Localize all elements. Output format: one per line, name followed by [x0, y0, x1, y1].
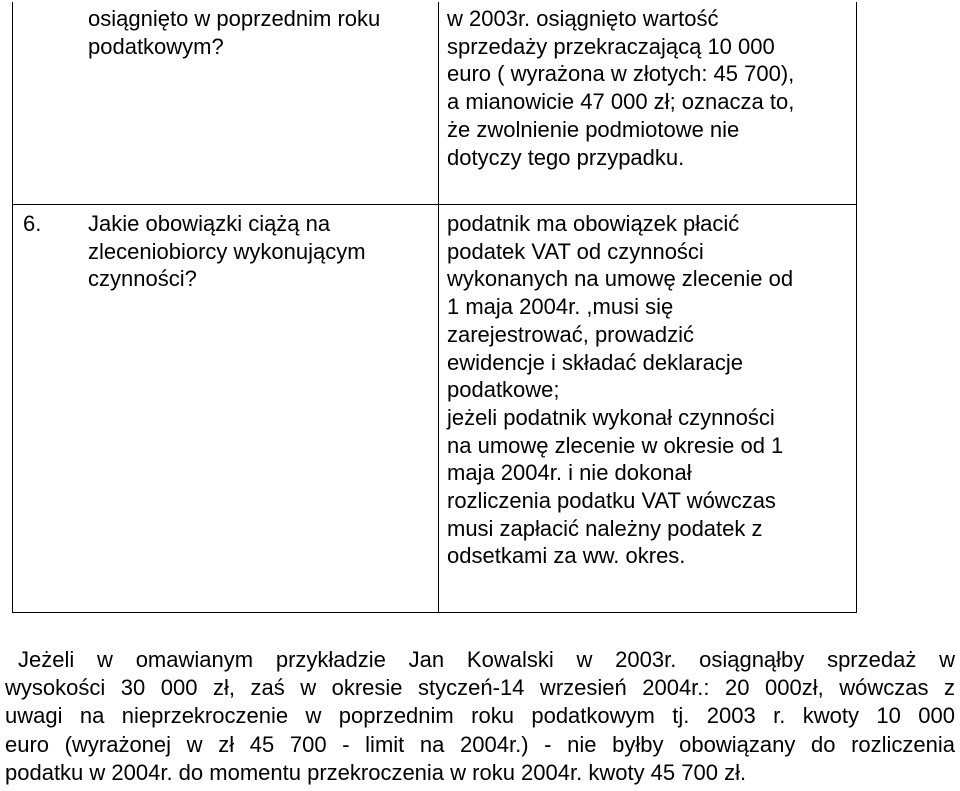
row-divider	[13, 204, 856, 205]
row2-answer-line: zarejestrować, prowadzić	[447, 321, 694, 347]
paragraph-line: euro (wyrażonej w zł 45 700 - limit na 2004r.) - nie byłby obowiązany do rozliczenia	[5, 731, 955, 757]
row1-answer-line: że zwolnienie podmiotowe nie	[447, 116, 740, 142]
paragraph-line: wysokości 30 000 zł, zaś w okresie styczeń-14 wrzesień 2004r.: 20 000zł, wówczas z	[5, 675, 955, 701]
row2-answer-line: musi zapłacić należny podatek z	[447, 515, 763, 541]
row2-answer	[447, 210, 793, 570]
row2-answer-line: maja 2004r. i nie dokonał	[447, 460, 692, 486]
row2-answer-line: podatnik ma obowiązek płacić	[447, 211, 740, 236]
row2-answer-line: jeżeli podatnik wykonał czynności	[447, 404, 775, 430]
paragraph-line: Jeżeli w omawianym przykładzie Jan Kowalski w 2003r. osiągnąłby sprzedaż w	[18, 647, 955, 672]
row1-answer	[447, 5, 794, 171]
row1-answer-line: sprzedaży przekraczającą 10 000	[447, 33, 775, 59]
row1-answer-line: a mianowicie 47 000 zł; oznacza to,	[447, 89, 795, 115]
row1-question	[88, 5, 380, 60]
document-table	[12, 2, 857, 613]
row2-answer-line: wykonanych na umowę zlecenie od	[447, 266, 794, 292]
row1-question-line: podatkowym?	[88, 33, 224, 59]
row2-answer-line: na umowę zlecenie w okresie od 1	[447, 432, 784, 458]
paragraph-line: uwagi na nieprzekroczenie w poprzednim roku podatkowym tj. 2003 r. kwoty 10 000	[5, 703, 955, 729]
row2-answer-line: podatkowe;	[447, 377, 560, 403]
row2-answer-line: 1 maja 2004r. ,musi się	[447, 294, 674, 320]
row2-number: 6.	[23, 211, 42, 236]
row2-question	[88, 210, 366, 293]
row2-question-line: zleceniobiorcy wykonującym	[88, 238, 366, 264]
body-paragraph	[5, 646, 955, 787]
row1-answer-line: dotyczy tego przypadku.	[447, 144, 685, 170]
row2-question-line: Jakie obowiązki ciążą na	[88, 211, 331, 236]
row2-question-line: czynności?	[88, 266, 197, 292]
row2-answer-line: odsetkami za ww. okres.	[447, 543, 686, 569]
row2-answer-line: podatek VAT od czynności	[447, 238, 704, 264]
column-divider	[438, 2, 439, 612]
row1-answer-line: w 2003r. osiągnięto wartość	[447, 6, 719, 31]
row1-answer-line: euro ( wyrażona w złotych: 45 700),	[447, 61, 795, 87]
row1-question-line: osiągnięto w poprzednim roku	[88, 6, 381, 31]
row2-answer-line: ewidencje i składać deklaracje	[447, 349, 743, 375]
paragraph-line: podatku w 2004r. do momentu przekroczenia w roku 2004r. kwoty 45 700 zł.	[5, 759, 747, 785]
row2-answer-line: rozliczenia podatku VAT wówczas	[447, 488, 776, 514]
